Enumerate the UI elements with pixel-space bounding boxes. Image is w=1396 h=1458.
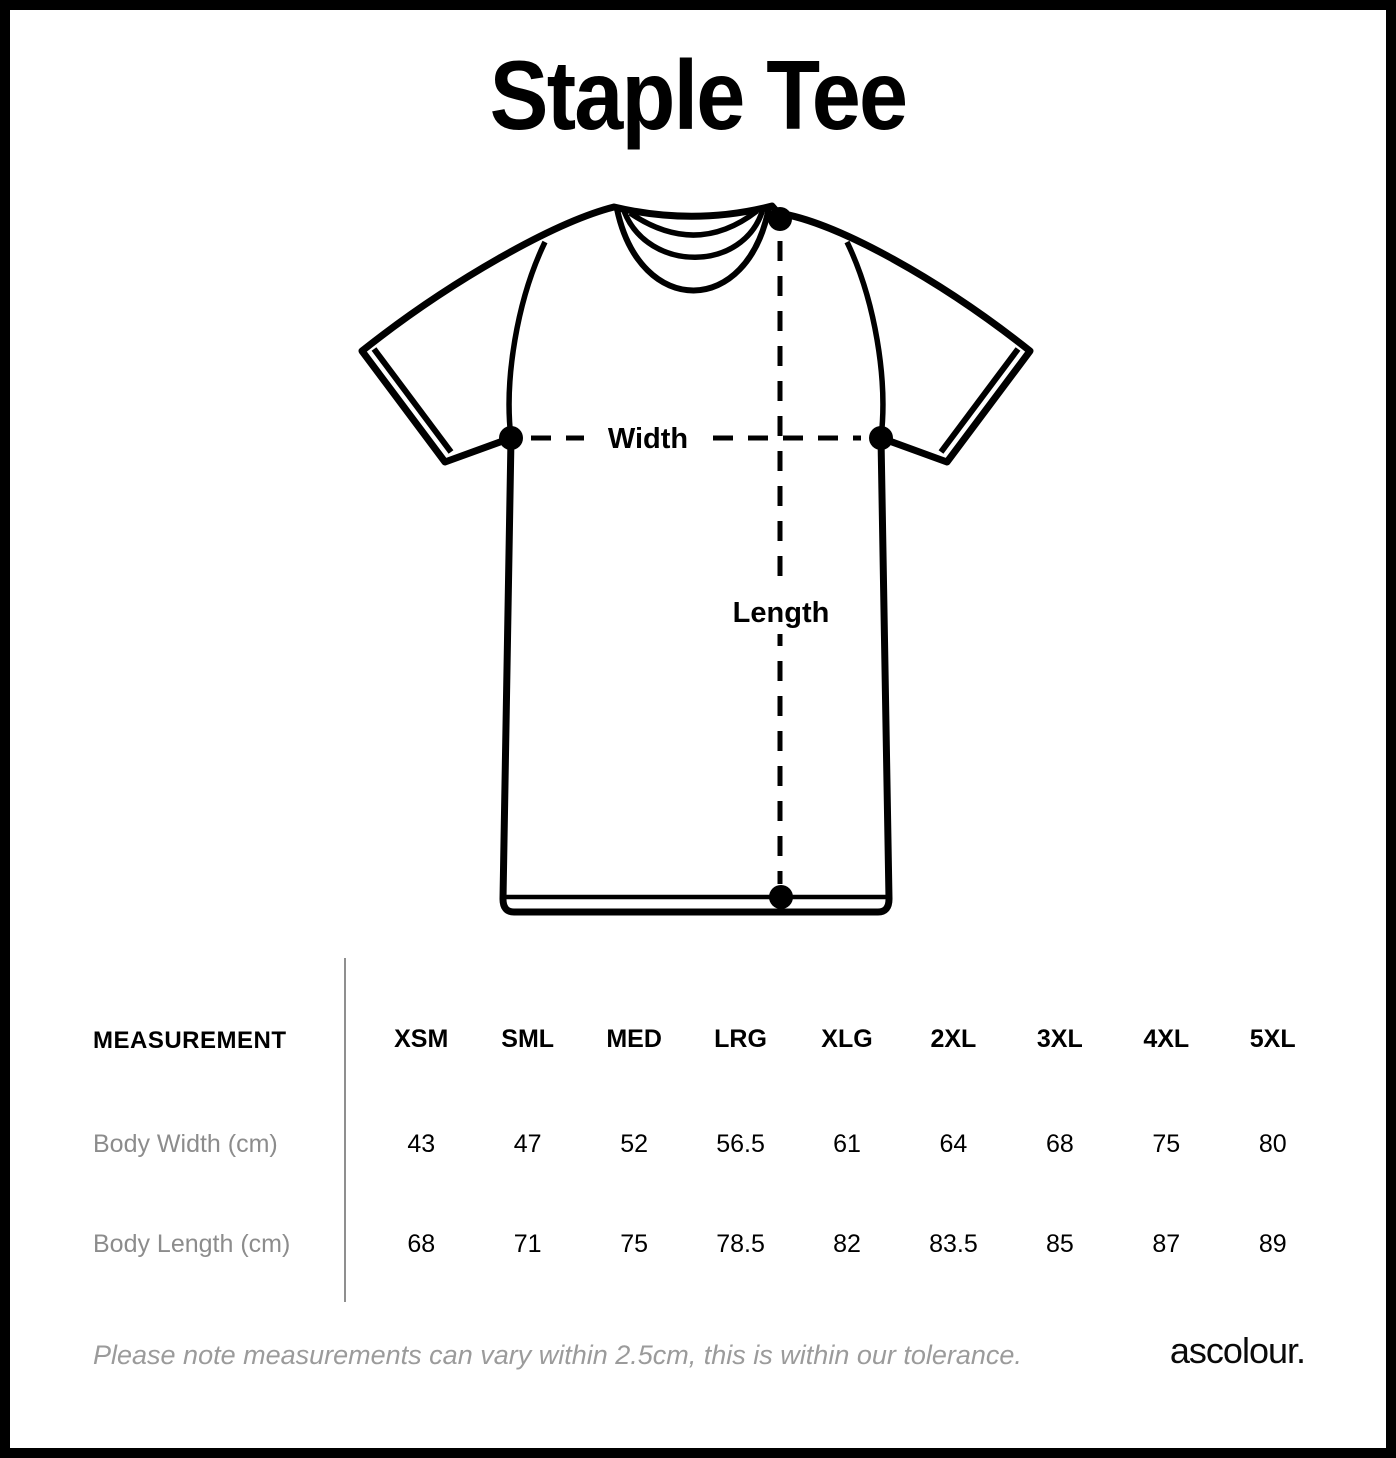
size-column-header: XLG [821, 1025, 873, 1053]
body-length-row-label: Body Length (cm) [93, 1230, 291, 1258]
body-length-value: 71 [513, 1230, 542, 1258]
size-column-header: 3XL [1036, 1025, 1083, 1053]
size-column-header: MED [606, 1025, 662, 1053]
neck-measure-dot [768, 207, 792, 231]
body-width-value: 64 [939, 1130, 968, 1158]
measurement-column-header: MEASUREMENT [93, 1027, 287, 1054]
body-length-value: 87 [1152, 1230, 1181, 1258]
hem-measure-dot [769, 885, 793, 909]
body-width-value: 43 [407, 1130, 436, 1158]
tshirt-diagram [330, 180, 1070, 925]
body-width-value: 68 [1045, 1130, 1074, 1158]
body-length-value: 75 [620, 1230, 648, 1258]
width-label: Width [607, 423, 689, 455]
length-label: Length [732, 597, 830, 629]
body-width-row [368, 1132, 1326, 1157]
brand-wordmark: ascolour. [1169, 1330, 1305, 1371]
body-width-value: 80 [1258, 1130, 1287, 1158]
size-column-header: XSM [394, 1025, 449, 1053]
body-length-value: 68 [407, 1230, 436, 1258]
body-length-value: 83.5 [929, 1230, 978, 1258]
left-underarm-measure-dot [499, 426, 523, 450]
body-length-row [368, 1232, 1326, 1257]
body-length-value: 78.5 [716, 1230, 765, 1258]
size-column-header: LRG [714, 1025, 767, 1053]
table-divider-line [344, 958, 346, 1302]
size-header-row [368, 1027, 1326, 1052]
tshirt-outline [362, 206, 1030, 912]
body-width-value: 56.5 [716, 1130, 765, 1158]
body-length-value: 89 [1258, 1230, 1287, 1258]
body-width-value: 47 [513, 1130, 542, 1158]
right-underarm-measure-dot [869, 426, 893, 450]
size-column-header: SML [501, 1025, 555, 1053]
body-width-row-label: Body Width (cm) [93, 1130, 278, 1158]
body-width-value: 75 [1152, 1130, 1181, 1158]
size-column-header: 2XL [930, 1025, 977, 1053]
size-column-header: 4XL [1143, 1025, 1190, 1053]
body-length-value: 82 [833, 1230, 861, 1258]
body-width-value: 52 [620, 1130, 648, 1158]
tolerance-note: Please note measurements can vary within 2.5cm, this is within our tolerance. [93, 1340, 1022, 1370]
body-width-value: 61 [833, 1130, 861, 1158]
page-title: Staple Tee [489, 40, 907, 150]
body-length-value: 85 [1045, 1230, 1074, 1258]
size-column-header: 5XL [1249, 1025, 1296, 1053]
